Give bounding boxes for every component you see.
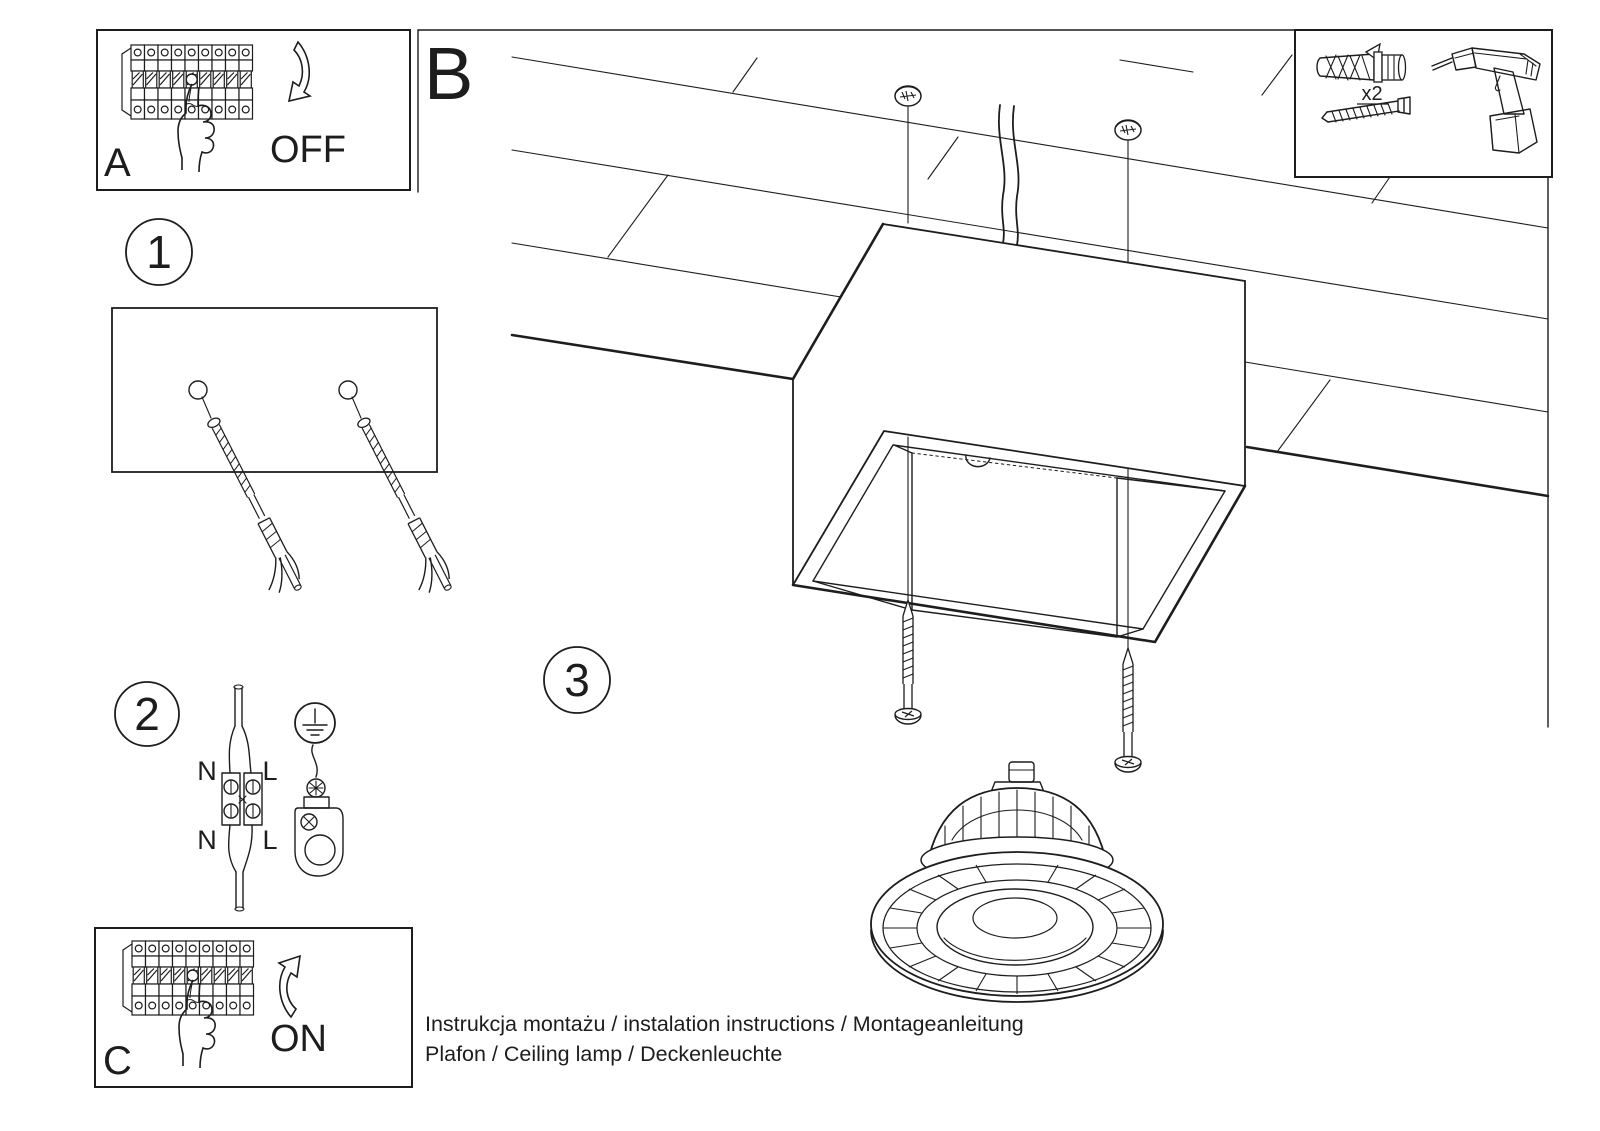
panel-c	[95, 928, 412, 1087]
panel-a	[97, 30, 410, 190]
drill-hole	[339, 381, 357, 399]
step-1	[112, 219, 457, 602]
section-label-b: B	[424, 32, 474, 115]
drill-hole	[189, 381, 207, 399]
anchor-head-icon	[895, 86, 921, 106]
panel-a-letter: A	[104, 141, 131, 185]
panel-c-letter: C	[103, 1039, 132, 1083]
tools-box-frame	[1295, 30, 1552, 177]
step-3-number: 3	[564, 654, 590, 706]
wire-label-n-bottom: N	[197, 825, 217, 855]
caption-line-1: Instrukcja montażu / instalation instructions / Montageanleitung	[425, 1012, 1024, 1036]
screw-plug-icon	[338, 415, 457, 602]
breaker-panel-icon	[123, 941, 254, 1015]
step-1-number: 1	[146, 226, 172, 278]
wire-label-l-top: L	[262, 756, 278, 786]
mounting-surface	[112, 308, 437, 472]
quantity-label: x2	[1361, 83, 1383, 105]
tools-box	[1295, 30, 1552, 177]
wire-label-n-top: N	[197, 756, 217, 786]
off-label: OFF	[270, 129, 346, 171]
terminal-block	[222, 685, 262, 911]
screw-plug-icon	[188, 415, 307, 602]
step-2	[115, 682, 343, 911]
mounting-screw	[1115, 648, 1141, 772]
breaker-panel-icon	[122, 45, 253, 119]
power-cable	[999, 105, 1019, 245]
on-label: ON	[270, 1018, 327, 1060]
mounting-screw	[895, 600, 921, 724]
step-2-number: 2	[134, 688, 160, 740]
step-3-badge	[544, 647, 610, 713]
wire-label-l-bottom: L	[262, 825, 278, 855]
ground-clamp	[295, 745, 343, 876]
earth-symbol-icon	[295, 703, 335, 743]
anchor-head-icon	[1115, 120, 1141, 140]
captions	[425, 1012, 1024, 1066]
spotlight-bulb	[871, 762, 1163, 1002]
lamp-housing	[793, 224, 1245, 648]
caption-line-2: Plafon / Ceiling lamp / Deckenleuchte	[425, 1042, 783, 1066]
